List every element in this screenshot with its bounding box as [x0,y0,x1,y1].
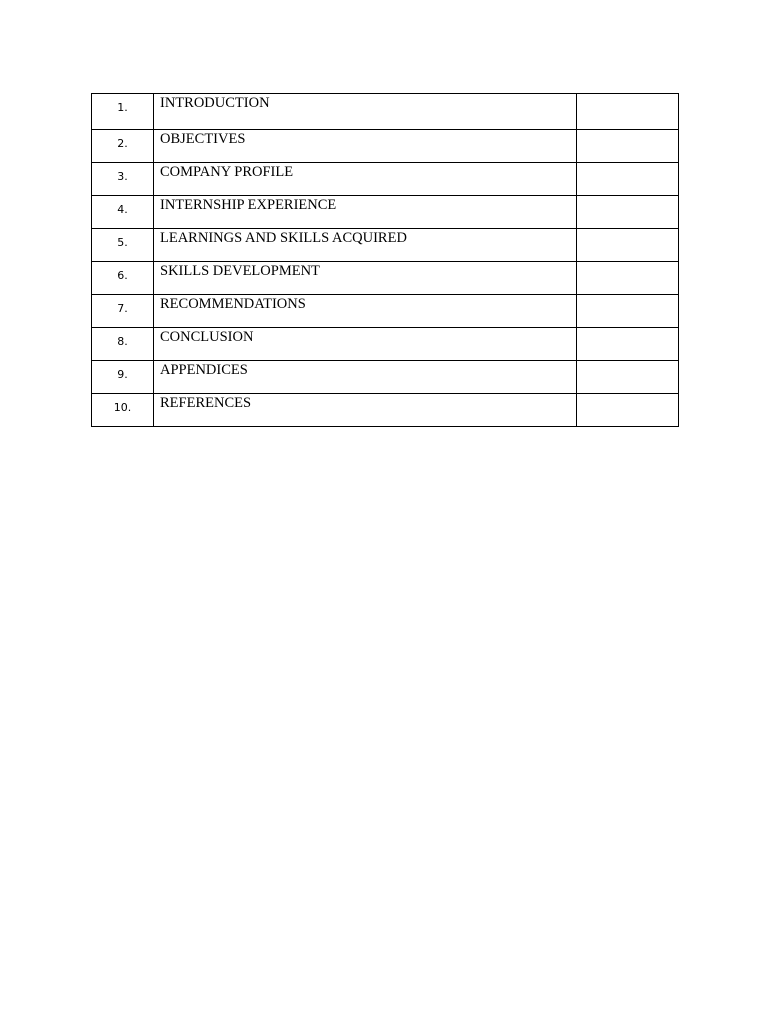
table-of-contents [91,93,679,427]
table-row [92,130,679,163]
row-page-cell [577,262,679,295]
row-title: COMPANY PROFILE [154,163,577,196]
row-page-cell [577,130,679,163]
row-number: 8. [92,328,154,361]
row-title: RECOMMENDATIONS [154,295,577,328]
row-page-cell [577,229,679,262]
row-page-cell [577,295,679,328]
row-page-cell [577,361,679,394]
row-number: 4. [92,196,154,229]
table-row [92,163,679,196]
table-row [92,94,679,130]
row-title: OBJECTIVES [154,130,577,163]
row-number: 3. [92,163,154,196]
row-page-cell [577,94,679,130]
table-row [92,229,679,262]
table-row [92,196,679,229]
table-row [92,262,679,295]
table-row [92,295,679,328]
row-number: 1. [92,94,154,130]
row-title: SKILLS DEVELOPMENT [154,262,577,295]
row-number: 2. [92,130,154,163]
row-title: APPENDICES [154,361,577,394]
table-row [92,328,679,361]
row-number: 10. [92,394,154,427]
row-page-cell [577,394,679,427]
row-page-cell [577,328,679,361]
row-title: LEARNINGS AND SKILLS ACQUIRED [154,229,577,262]
table-row [92,394,679,427]
row-number: 5. [92,229,154,262]
row-page-cell [577,163,679,196]
row-page-cell [577,196,679,229]
row-number: 7. [92,295,154,328]
row-title: INTERNSHIP EXPERIENCE [154,196,577,229]
row-number: 9. [92,361,154,394]
row-number: 6. [92,262,154,295]
row-title: REFERENCES [154,394,577,427]
row-title: CONCLUSION [154,328,577,361]
row-title: INTRODUCTION [154,94,577,130]
table-row [92,361,679,394]
